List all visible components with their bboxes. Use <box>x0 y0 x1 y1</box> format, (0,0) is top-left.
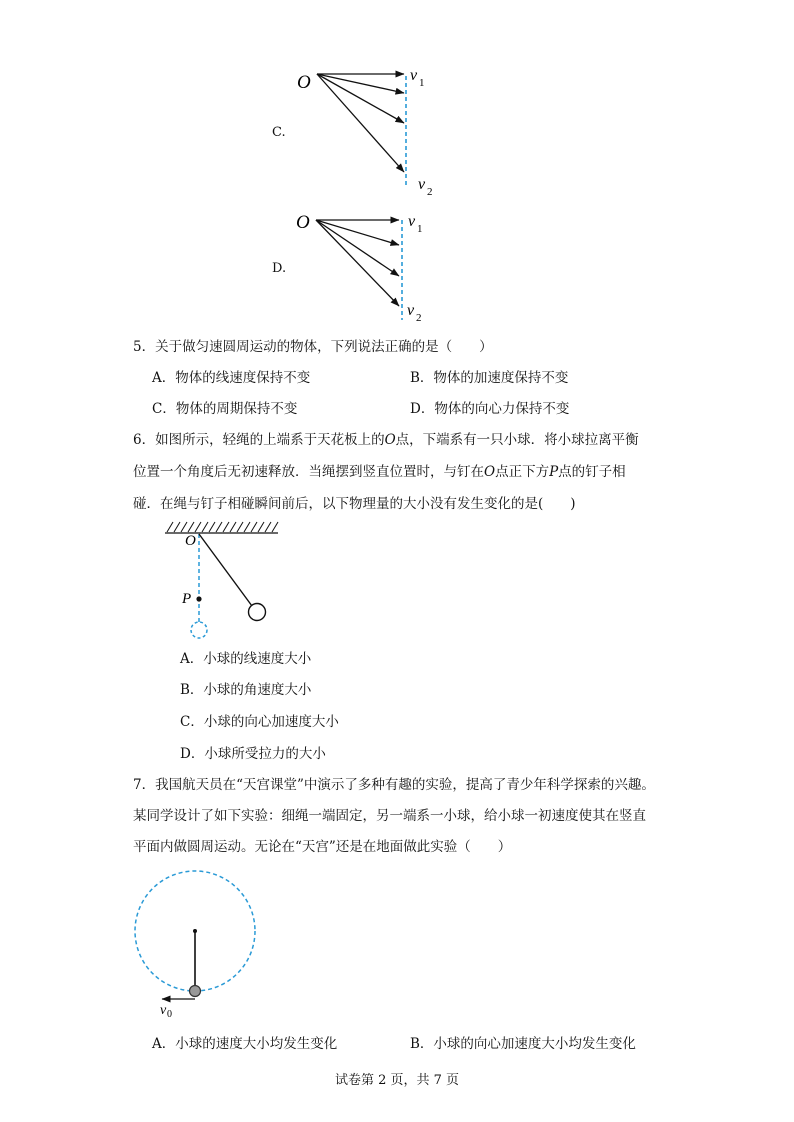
q7-stem-line-3: 平面内做圆周运动。无论在“天宫”还是在地面做此实验（ ） <box>133 839 512 855</box>
v2-subscript: 2 <box>427 186 433 198</box>
v1-label: v <box>410 67 418 84</box>
q6-option-a: A．小球的线速度大小 <box>180 651 312 667</box>
p-point-label: P <box>182 591 192 607</box>
q4-option-d-label: D. <box>272 261 287 276</box>
origin-label: O <box>296 212 310 233</box>
v1-subscript: 1 <box>419 77 425 89</box>
q7-option-b: B．小球的向心加速度大小均发生变化 <box>410 1036 636 1052</box>
v1-label: v <box>408 213 416 230</box>
v2-subscript: 2 <box>416 312 422 324</box>
v1-subscript: 1 <box>417 223 423 235</box>
q5-option-d: D．物体的向心力保持不变 <box>410 401 570 417</box>
q4-option-c-label: C. <box>272 125 286 140</box>
v0-label: v <box>160 1003 167 1018</box>
v0-subscript: 0 <box>167 1009 172 1020</box>
q5-stem: 5．关于做匀速圆周运动的物体，下列说法正确的是（ ） <box>133 339 493 355</box>
q6-stem-line-2: 位置一个角度后无初速释放．当绳摆到竖直位置时，与钉在O点正下方P点的钉子相 <box>133 464 626 480</box>
q5-option-c: C．物体的周期保持不变 <box>152 401 298 417</box>
q6-option-d: D．小球所受拉力的大小 <box>180 746 326 762</box>
q7-stem-line-1: 7．我国航天员在“天宫课堂”中演示了多种有趣的实验，提高了青少年科学探索的兴趣。 <box>133 777 655 793</box>
q6-stem-line-1: 6．如图所示，轻绳的上端系于天花板上的O点，下端系有一只小球．将小球拉离平衡 <box>133 432 639 448</box>
o-point-label: O <box>185 533 196 549</box>
page-footer: 试卷第 2 页，共 7 页 <box>334 1073 460 1088</box>
q6-option-b: B．小球的角速度大小 <box>180 682 312 698</box>
q6-option-c: C．小球的向心加速度大小 <box>180 714 339 730</box>
q6-stem-line-3: 碰．在绳与钉子相碰瞬间前后，以下物理量的大小没有发生变化的是( ) <box>133 496 576 512</box>
q5-option-b: B．物体的加速度保持不变 <box>410 370 569 386</box>
origin-label: O <box>297 72 311 93</box>
q7-option-a: A．小球的速度大小均发生变化 <box>152 1036 338 1052</box>
q7-stem-line-2: 某同学设计了如下实验：细绳一端固定，另一端系一小球，给小球一初速度使其在竖直 <box>133 808 646 824</box>
small-ball <box>190 986 201 997</box>
v2-label: v <box>418 176 426 193</box>
v2-label: v <box>407 302 415 319</box>
q5-option-a: A．物体的线速度保持不变 <box>152 370 311 386</box>
